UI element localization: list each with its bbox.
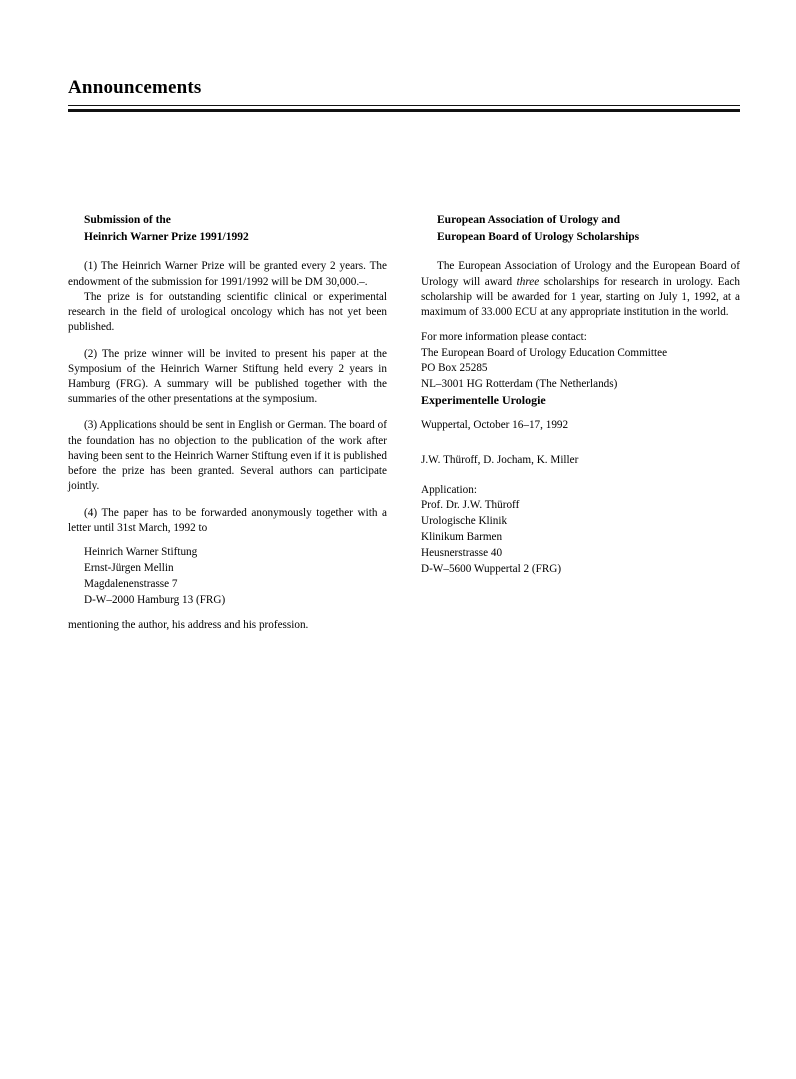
address-line: D-W–2000 Hamburg 13 (FRG) xyxy=(84,593,226,606)
left-paragraph-4: (3) Applications should be sent in English or German. The board of the foundation has no objection to the publication of the work after having been sent to the Heinrich Warner Stiftung even if it is published before the prize has been granted. Several authors can participate jointly. xyxy=(68,419,387,493)
address-line: PO Box 25285 xyxy=(421,362,488,375)
right-paragraph-1-post: scholarships for research in urology. Each scholarship will be awarded for 1 year, starting on July 1, 1992, at a maximum of 33.000 ECU at any appropriate institution in the world. xyxy=(421,275,740,319)
experimentelle-urologie-organizers: J.W. Thüroff, D. Jocham, K. Miller xyxy=(421,454,579,467)
two-column-body xyxy=(68,212,740,633)
address-line: Prof. Dr. J.W. Thüroff xyxy=(421,498,520,511)
left-section-heading-line1: Submission of the xyxy=(84,214,171,226)
left-paragraph-5: (4) The paper has to be forwarded anonymously together with a letter until 31st March, 1992 to xyxy=(68,506,387,534)
left-paragraph-2: The prize is for outstanding scientific clinical or experimental research in the field of urological oncology which has not yet been published. xyxy=(68,290,387,334)
heinrich-warner-stiftung-address xyxy=(68,545,387,609)
left-column xyxy=(68,212,387,633)
right-section-heading-line2: European Board of Urology Scholarships xyxy=(437,230,640,243)
page-title: Announcements xyxy=(68,77,202,98)
address-line: NL–3001 HG Rotterdam (The Netherlands) xyxy=(421,378,618,391)
address-line: Klinikum Barmen xyxy=(421,530,503,543)
right-paragraph-1-pre: The European Association of Urology and the European Board of Urology will award xyxy=(421,260,740,288)
right-column xyxy=(421,212,740,633)
address-line: Ernst-Jürgen Mellin xyxy=(84,562,174,574)
right-paragraph-1 xyxy=(421,259,740,320)
left-section-heading-line2: Heinrich Warner Prize 1991/1992 xyxy=(84,230,249,243)
address-line: D-W–5600 Wuppertal 2 (FRG) xyxy=(421,562,562,575)
masthead-rule-thick xyxy=(68,109,740,112)
address-line: Magdalenenstrasse 7 xyxy=(84,577,178,590)
experimentelle-urologie-heading: Experimentelle Urologie xyxy=(421,393,546,408)
address-line: Heusnerstrasse 40 xyxy=(421,546,503,559)
right-paragraph-1-emphasis: three xyxy=(516,275,540,288)
application-label: Application: xyxy=(421,483,477,496)
application-address xyxy=(421,498,740,578)
left-closing-text: mentioning the author, his address and his profession. xyxy=(68,618,309,631)
masthead-rule-thin xyxy=(68,105,740,106)
masthead xyxy=(68,78,740,112)
left-paragraph-1: (1) The Heinrich Warner Prize will be granted every 2 years. The endowment of the submission for 1991/1992 will be DM 30,000.–. xyxy=(68,260,387,288)
address-line: Urologische Klinik xyxy=(421,514,508,527)
address-line: Heinrich Warner Stiftung xyxy=(84,546,198,559)
left-paragraph-3: (2) The prize winner will be invited to present his paper at the Symposium of the Heinrich Warner Stiftung held every 2 years in Hamburg (FRG). A summary will be published together with the summaries of the other presentations at the symposium. xyxy=(68,347,387,406)
right-section-heading-line1: European Association of Urology and xyxy=(437,214,620,226)
eau-contact-address xyxy=(421,346,740,394)
experimentelle-urologie-place-date: Wuppertal, October 16–17, 1992 xyxy=(421,419,569,432)
address-line: The European Board of Urology Education Committee xyxy=(421,346,668,359)
contact-intro: For more information please contact: xyxy=(421,331,587,344)
